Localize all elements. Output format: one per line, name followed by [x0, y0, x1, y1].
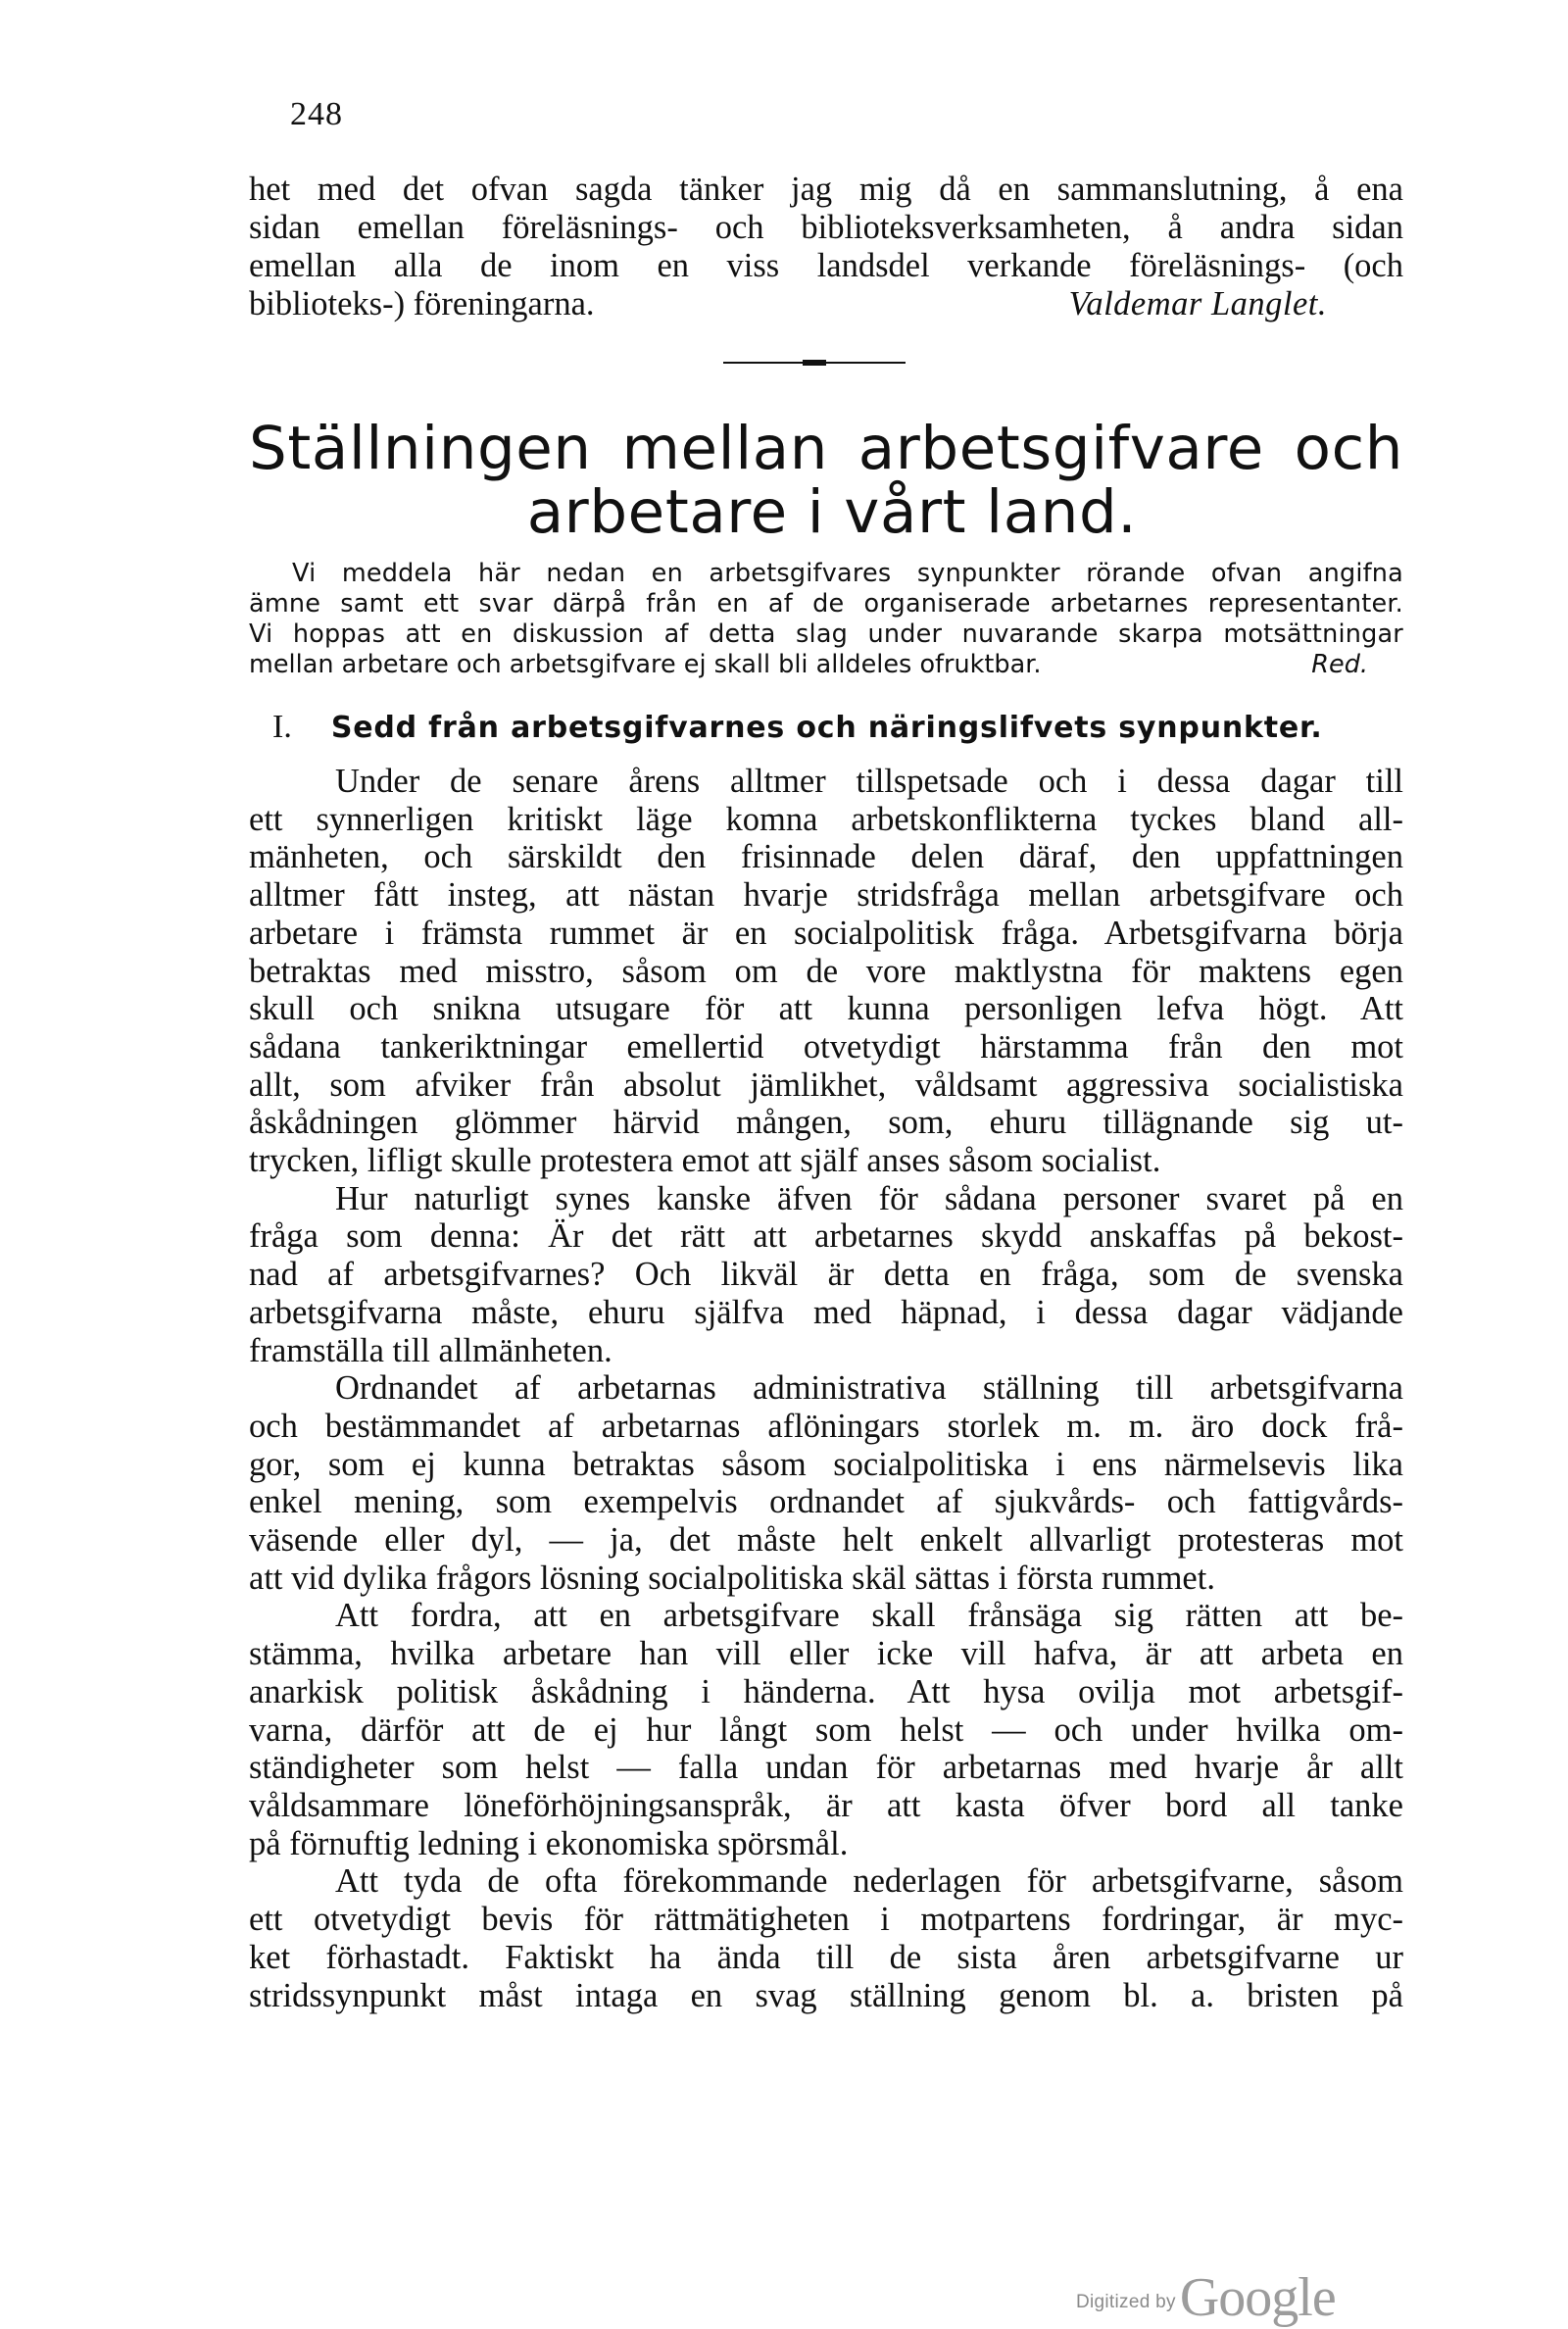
text-line: skull och snikna utsugare för att kunna personligen lefva högt. Att [249, 990, 1403, 1028]
text-line: ett otvetydigt bevis för rättmätigheten i motpartens fordringar, är myc- [249, 1901, 1403, 1939]
text-line: ket förhastadt. Faktiskt ha ända till de sista åren arbetsgifvarne ur [249, 1938, 1403, 1976]
editorial-intro [249, 559, 1403, 680]
top-paragraph [249, 171, 1403, 323]
text-line: Att fordra, att en arbetsgifvare skall frånsäga sig rätten att be- [335, 1597, 1403, 1635]
text-line: arbetare i främsta rummet är en socialpolitisk fråga. Arbetsgifvarna börja [249, 914, 1403, 952]
intro-signature-line [249, 650, 1403, 680]
paragraph [249, 1369, 1403, 1597]
text-line: Hur naturligt synes kanske äfven för sådana personer svaret på en [335, 1179, 1403, 1217]
text-line: betraktas med misstro, såsom om de vore maktlystna för maktens egen [249, 952, 1403, 990]
article-title-line-1: Ställningen mellan arbetsgifvare och [249, 414, 1403, 483]
google-logo: Google [1179, 2267, 1336, 2328]
text-line: trycken, lifligt skulle protestera emot att själf anses såsom socialist. [249, 1142, 1161, 1180]
text-line: ett synnerligen kritiskt läge komna arbetskonflikterna tyckes bland all- [249, 800, 1403, 838]
text-line: fråga som denna: Är det rätt att arbetarnes skydd anskaffas på bekost- [249, 1217, 1403, 1256]
digitization-watermark [1076, 2266, 1336, 2329]
text-line: våldsammare löneförhöjningsanspråk, är att kasta öfver bord all tanke [249, 1786, 1403, 1824]
text-line: stridssynpunkt måst intaga en svag ställning genom bl. a. bristen på [249, 1976, 1403, 2014]
text-line: enkel mening, som exempelvis ordnandet af sjukvårds- och fattigvårds- [249, 1483, 1403, 1521]
text-line: arbetsgifvarna måste, ehuru själfva med häpnad, i dessa dagar vädjande [249, 1293, 1403, 1331]
text-line: att vid dylika frågors lösning socialpolitiska skäl sättas i första rummet. [249, 1559, 1215, 1597]
text-line: framställa till allmänheten. [249, 1331, 612, 1369]
section-numeral: I. [272, 709, 292, 745]
text-line: på förnuftig ledning i ekonomiska spörsmål. [249, 1824, 849, 1862]
text-line: väsende eller dyl, — ja, det måste helt enkelt allvarligt protesteras mot [249, 1521, 1403, 1560]
article-body [249, 763, 1403, 2014]
text-line: anarkisk politisk åskådning i händerna. Att hysa ovilja mot arbetsgif- [249, 1672, 1403, 1710]
text-line: mänheten, och särskildt den frisinnade delen däraf, den uppfattningen [249, 838, 1403, 876]
text-line: emellan alla de inom en viss landsdel verkande föreläsnings- (och [249, 247, 1403, 284]
text-line: sidan emellan föreläsnings- och biblioteksverksamheten, å andra sidan [249, 209, 1403, 246]
text-line: allt, som afviker från absolut jämlikhet, våldsamt aggressiva socialistiska [249, 1065, 1403, 1104]
paragraph [249, 1862, 1403, 2014]
paragraph [249, 763, 1403, 1180]
text-line: sådana tankeriktningar emellertid otvetydigt härstamma från den mot [249, 1027, 1403, 1065]
text-line: stämma, hvilka arbetare han vill eller icke vill hafva, är att arbeta en [249, 1635, 1403, 1673]
text-line: biblioteks-) föreningarna. [249, 285, 595, 322]
paragraph [249, 1597, 1403, 1862]
text-line: het med det ofvan sagda tänker jag mig då en sammanslutning, å ena [249, 171, 1403, 208]
author-signature: Valdemar Langlet. [1068, 285, 1327, 322]
article-title [249, 414, 1403, 547]
text-line: ständigheter som helst — falla undan för arbetarnas med hvarje år allt [249, 1749, 1403, 1787]
text-line: nad af arbetsgifvarnes? Och likväl är detta en fråga, som de svenska [249, 1256, 1403, 1294]
paragraph [249, 1180, 1403, 1370]
article-title-line-2: arbetare i vårt land. [526, 477, 1138, 547]
text-line: varna, därför att de ej hur långt som helst — och under hvilka om- [249, 1710, 1403, 1749]
intro-line: Vi meddela här nedan en arbetsgifvares synpunkter rörande ofvan angifna [292, 559, 1403, 588]
text-line: Ordnandet af arbetarnas administrativa ställning till arbetsgifvarna [335, 1369, 1403, 1408]
text-line: och bestämmandet af arbetarnas aflöningars storlek m. m. äro dock frå- [249, 1407, 1403, 1445]
section-title: Sedd från arbetsgifvarnes och näringslifvets synpunkter. [330, 711, 1323, 745]
text-line: åskådningen glömmer härvid mången, som, ehuru tillägnande sig ut- [249, 1104, 1403, 1142]
text-line: gor, som ej kunna betraktas såsom socialpolitiska i ens närmelsevis lika [249, 1445, 1403, 1483]
text-line: Under de senare årens alltmer tillspetsade och i dessa dagar till [335, 763, 1403, 800]
text-line: Att tyda de ofta förekommande nederlagen för arbetsgifvarne, såsom [335, 1862, 1403, 1901]
section-divider-ornament [723, 362, 906, 364]
page-number: 248 [290, 96, 343, 132]
signature-line [249, 285, 1403, 323]
intro-line: Vi hoppas att en diskussion af detta slag under nuvarande skarpa motsättningar [249, 619, 1403, 649]
section-heading [272, 708, 1403, 748]
watermark-prefix: Digitized by [1076, 2292, 1176, 2312]
intro-line: ämne samt ett svar därpå från en af de organiserade arbetarnes representanter. [249, 589, 1403, 619]
editor-signature: Red. [1311, 650, 1368, 679]
intro-line: mellan arbetare och arbetsgifvare ej skall bli alldeles ofruktbar. [249, 650, 1042, 679]
text-line: alltmer fått insteg, att nästan hvarje stridsfråga mellan arbetsgifvare och [249, 876, 1403, 915]
